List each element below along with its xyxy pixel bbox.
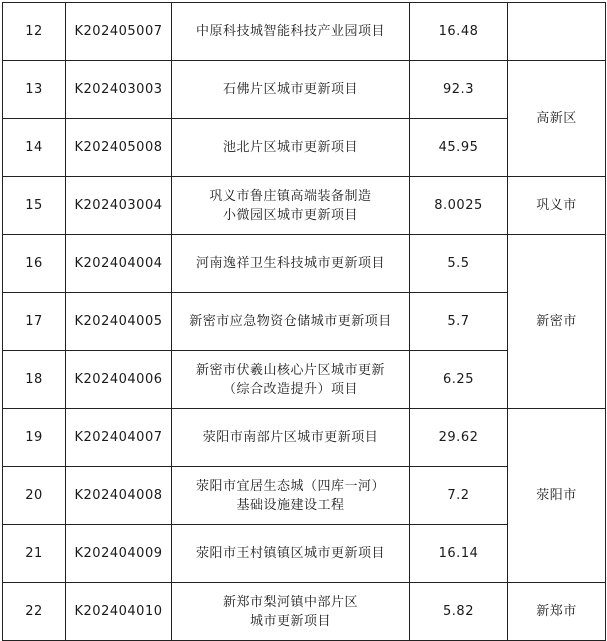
amount: 7.2 xyxy=(410,467,508,525)
project-code: K202405008 xyxy=(66,119,172,177)
row-number: 13 xyxy=(3,61,66,119)
row-number: 15 xyxy=(3,177,66,235)
region-cell: 新密市 xyxy=(508,235,606,409)
row-number: 17 xyxy=(3,293,66,351)
region-cell xyxy=(508,3,606,61)
project-name: 巩义市鲁庄镇高端装备制造 小微园区城市更新项目 xyxy=(172,177,410,235)
project-name: 新郑市梨河镇中部片区 城市更新项目 xyxy=(172,583,410,641)
project-name: 新密市伏羲山核心片区城市更新 （综合改造提升）项目 xyxy=(172,351,410,409)
project-name: 石佛片区城市更新项目 xyxy=(172,61,410,119)
row-number: 14 xyxy=(3,119,66,177)
project-code: K202404009 xyxy=(66,525,172,583)
region-cell: 新郑市 xyxy=(508,583,606,641)
region-cell: 荥阳市 xyxy=(508,409,606,583)
table-row xyxy=(3,177,606,235)
amount: 5.5 xyxy=(410,235,508,293)
row-number: 22 xyxy=(3,583,66,641)
row-number: 20 xyxy=(3,467,66,525)
amount: 8.0025 xyxy=(410,177,508,235)
project-code: K202404005 xyxy=(66,293,172,351)
project-code: K202404007 xyxy=(66,409,172,467)
project-name: 荥阳市王村镇镇区城市更新项目 xyxy=(172,525,410,583)
project-name: 中原科技城智能科技产业园项目 xyxy=(172,3,410,61)
table-row xyxy=(3,61,606,119)
amount: 29.62 xyxy=(410,409,508,467)
project-code: K202403003 xyxy=(66,61,172,119)
project-name: 新密市应急物资仓储城市更新项目 xyxy=(172,293,410,351)
project-name: 河南逸祥卫生科技城市更新项目 xyxy=(172,235,410,293)
row-number: 21 xyxy=(3,525,66,583)
amount: 16.14 xyxy=(410,525,508,583)
project-code: K202404006 xyxy=(66,351,172,409)
project-name: 池北片区城市更新项目 xyxy=(172,119,410,177)
row-number: 12 xyxy=(3,3,66,61)
table-row xyxy=(3,583,606,641)
table-row xyxy=(3,409,606,467)
row-number: 19 xyxy=(3,409,66,467)
region-cell: 高新区 xyxy=(508,61,606,177)
row-number: 16 xyxy=(3,235,66,293)
amount: 16.48 xyxy=(410,3,508,61)
region-cell: 巩义市 xyxy=(508,177,606,235)
table-row xyxy=(3,3,606,61)
project-code: K202403004 xyxy=(66,177,172,235)
project-name: 荥阳市宜居生态城（四库一河） 基础设施建设工程 xyxy=(172,467,410,525)
project-name: 荥阳市南部片区城市更新项目 xyxy=(172,409,410,467)
amount: 6.25 xyxy=(410,351,508,409)
project-code: K202404010 xyxy=(66,583,172,641)
amount: 5.7 xyxy=(410,293,508,351)
amount: 5.82 xyxy=(410,583,508,641)
table-row xyxy=(3,235,606,293)
amount: 92.3 xyxy=(410,61,508,119)
project-code: K202404004 xyxy=(66,235,172,293)
project-table xyxy=(2,2,606,641)
project-code: K202405007 xyxy=(66,3,172,61)
project-code: K202404008 xyxy=(66,467,172,525)
row-number: 18 xyxy=(3,351,66,409)
amount: 45.95 xyxy=(410,119,508,177)
